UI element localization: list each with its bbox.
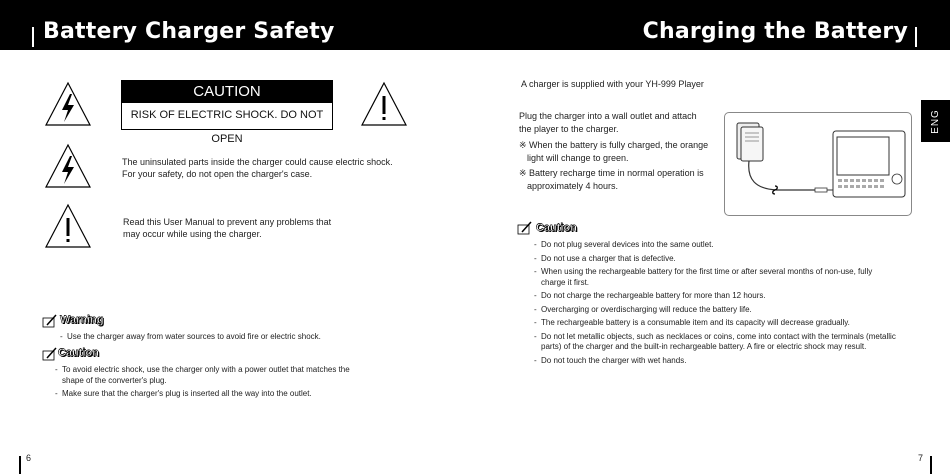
- pencil-note-icon: [42, 314, 58, 328]
- page-number-left: 6: [26, 453, 32, 463]
- charger-intro: A charger is supplied with your YH-999 Player: [521, 79, 704, 89]
- note-recharge-time-line-1: ※ Battery recharge time in normal operation is: [519, 168, 704, 178]
- caution-item: - Make sure that the charger's plug is inserted all the way into the outlet.: [55, 389, 365, 400]
- right-page-title: Charging the Battery: [642, 19, 908, 44]
- note-full-charge-line-2: light will change to green.: [527, 153, 629, 163]
- caution-item: - Do not plug several devices into the same outlet.: [534, 240, 896, 251]
- charger-illustration: [724, 112, 912, 216]
- page-mark-left: [19, 456, 21, 474]
- caution-item: - Do not let metallic objects, such as necklaces or coins, come into contact with the terminals (metallic parts) of the charger and the built-in rechargeable battery. A fire or electric shock may result.: [534, 332, 896, 353]
- right-caution-list: [534, 240, 896, 369]
- shock-text-line-1: The uninsulated parts inside the charger could cause electric shock.: [122, 157, 393, 167]
- exclamation-warning-icon-2: [44, 202, 92, 250]
- warning-item: - Use the charger away from water sources to avoid fire or electric shock.: [60, 332, 390, 343]
- pencil-note-icon-2: [42, 347, 58, 361]
- warning-list: [60, 332, 390, 346]
- charger-and-player-drawing: [725, 113, 911, 215]
- note-full-charge-line-1: ※ When the battery is fully charged, the orange: [519, 140, 709, 150]
- caution-label-text: RISK OF ELECTRIC SHOCK. DO NOT OPEN: [130, 109, 324, 145]
- caution-label: [121, 80, 333, 145]
- caution-label-heading: CAUTION: [122, 81, 332, 103]
- left-page-title: Battery Charger Safety: [43, 19, 335, 44]
- caution-item: - The rechargeable battery is a consumable item and its capacity will decrease gradually.: [534, 318, 896, 329]
- left-caution-list: [55, 365, 365, 403]
- manual-text-line-1: Read this User Manual to prevent any problems that: [123, 217, 332, 227]
- electric-shock-warning-icon-2: [44, 142, 92, 190]
- pencil-note-icon-3: [517, 221, 533, 235]
- caution-item: - When using the rechargeable battery for the first time or after several months of non-use, fully charge it first.: [534, 267, 896, 288]
- caution-item: - To avoid electric shock, use the charger only with a power outlet that matches the shape of the converter's plug.: [55, 365, 365, 386]
- title-tick-left: [32, 27, 34, 47]
- left-caution-heading: Caution: [58, 347, 99, 359]
- shock-text-line-2: For your safety, do not open the charger's case.: [122, 169, 313, 179]
- page-mark-right: [930, 456, 932, 474]
- caution-item: - Overcharging or overdischarging will reduce the battery life.: [534, 305, 896, 316]
- right-caution-heading: Caution: [536, 222, 577, 234]
- language-tab: ENG: [921, 100, 950, 142]
- note-recharge-time-line-2: approximately 4 hours.: [527, 181, 619, 191]
- warning-heading: Warning: [60, 314, 104, 326]
- caution-item: - Do not touch the charger with wet hands.: [534, 356, 896, 367]
- manual-text-line-2: may occur while using the charger.: [123, 229, 262, 239]
- title-tick-right: [915, 27, 917, 47]
- exclamation-warning-icon: [360, 80, 408, 128]
- plug-text-line-2: the player to the charger.: [519, 124, 619, 134]
- header-bar: [0, 0, 950, 50]
- page-number-right: 7: [918, 453, 924, 463]
- caution-item: - Do not charge the rechargeable battery for more than 12 hours.: [534, 291, 896, 302]
- electric-shock-warning-icon: [44, 80, 92, 128]
- caution-item: - Do not use a charger that is defective.: [534, 254, 896, 265]
- plug-text-line-1: Plug the charger into a wall outlet and attach: [519, 111, 697, 121]
